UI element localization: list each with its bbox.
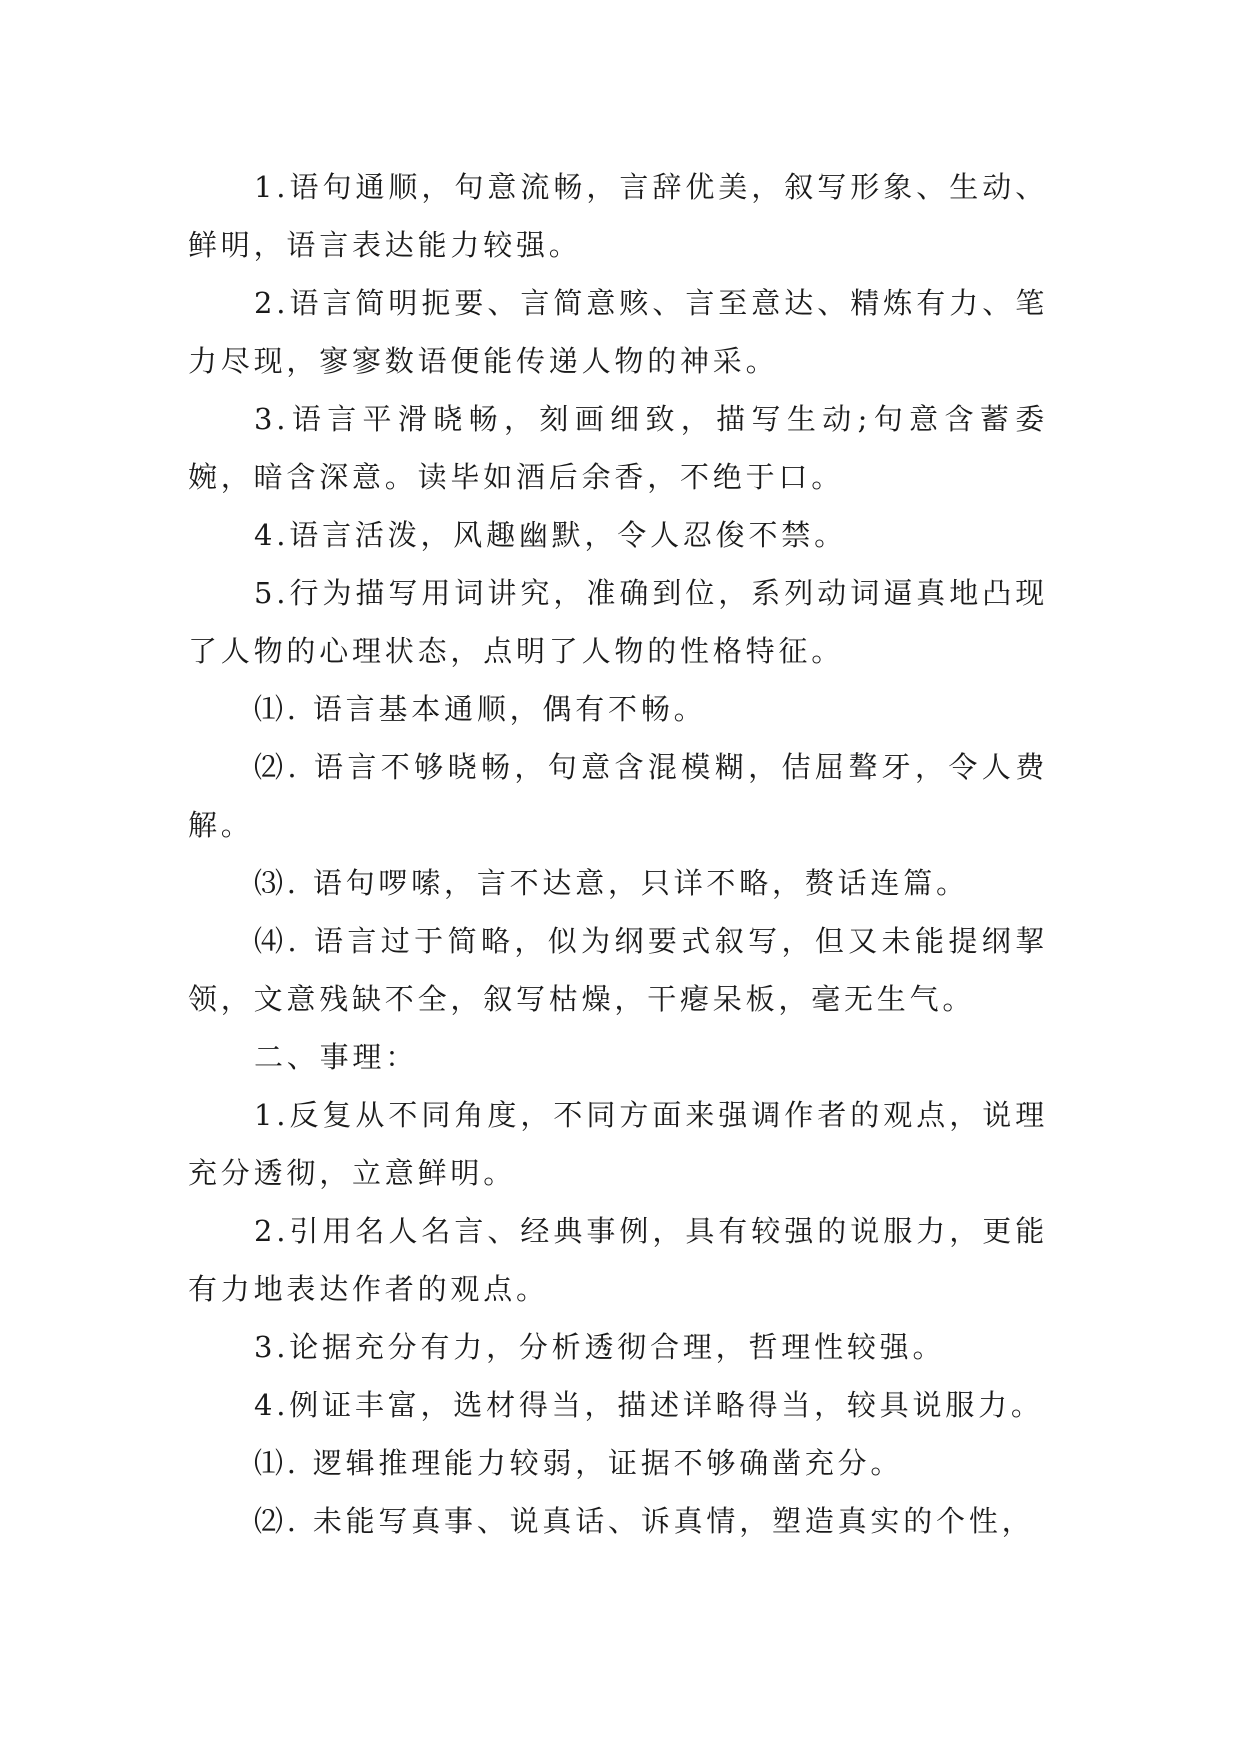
paragraph: 1.反复从不同角度，不同方面来强调作者的观点，说理充分透彻，立意鲜明。 bbox=[188, 1098, 1048, 1190]
paragraph: 3.语言平滑晓畅，刻画细致，描写生动;句意含蓄委婉，暗含深意。读毕如酒后余香，不绝于口。 bbox=[188, 402, 1048, 494]
section-heading: 二、事理： bbox=[254, 1040, 419, 1074]
paragraph: ⑴. 逻辑推理能力较弱，证据不够确凿充分。 bbox=[254, 1446, 904, 1480]
paragraph: 2.引用名人名言、经典事例，具有较强的说服力，更能有力地表达作者的观点。 bbox=[188, 1214, 1048, 1306]
paragraph: ⑵. 语言不够晓畅，句意含混模糊，佶屈聱牙，令人费解。 bbox=[188, 750, 1048, 842]
paragraph: 1.语句通顺，句意流畅，言辞优美，叙写形象、生动、鲜明，语言表达能力较强。 bbox=[188, 170, 1048, 262]
paragraph: ⑶. 语句啰嗦，言不达意，只详不略，赘话连篇。 bbox=[254, 866, 969, 900]
paragraph: 3.论据充分有力，分析透彻合理，哲理性较强。 bbox=[254, 1330, 946, 1364]
paragraph: 4.例证丰富，选材得当，描述详略得当，较具说服力。 bbox=[254, 1388, 1044, 1422]
paragraph: ⑵. 未能写真事、说真话、诉真情，塑造真实的个性， bbox=[254, 1504, 1035, 1538]
document-body bbox=[188, 158, 1048, 1550]
paragraph: ⑷. 语言过于简略，似为纲要式叙写，但又未能提纲挈领，文意残缺不全，叙写枯燥，干瘪呆板，毫无生气。 bbox=[188, 924, 1048, 1016]
paragraph: ⑴. 语言基本通顺，偶有不畅。 bbox=[254, 692, 707, 726]
paragraph: 5.行为描写用词讲究，准确到位，系列动词逼真地凸现了人物的心理状态，点明了人物的性格特征。 bbox=[188, 576, 1048, 668]
paragraph: 2.语言简明扼要、言简意赅、言至意达、精炼有力、笔力尽现，寥寥数语便能传递人物的神采。 bbox=[188, 286, 1048, 378]
paragraph: 4.语言活泼，风趣幽默，令人忍俊不禁。 bbox=[254, 518, 847, 552]
